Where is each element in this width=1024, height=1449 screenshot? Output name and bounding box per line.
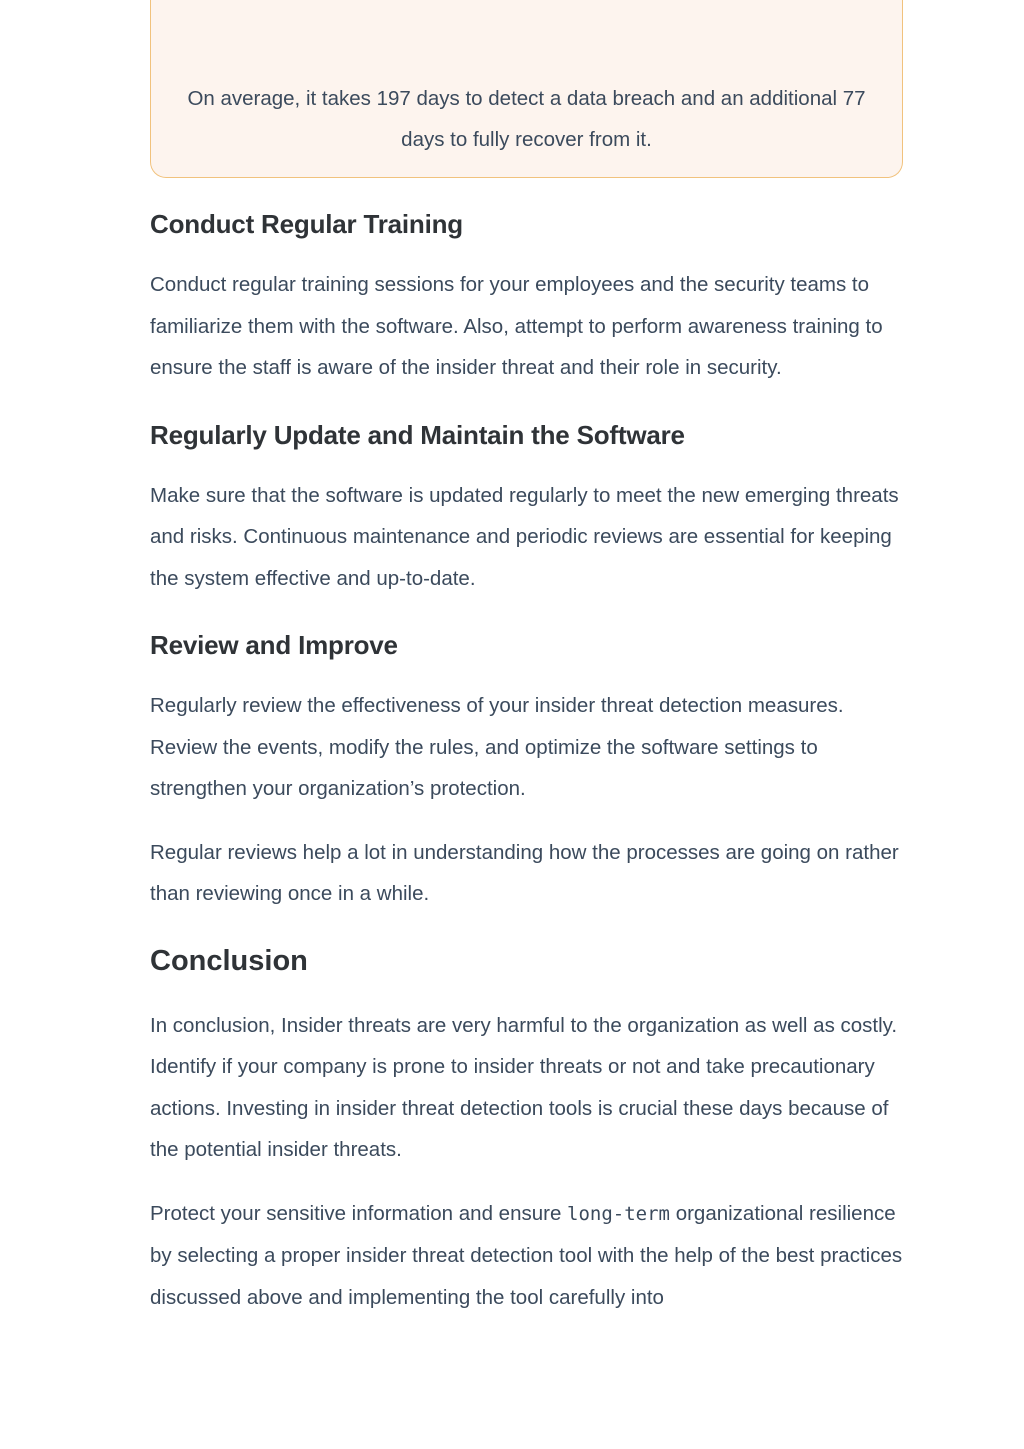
inline-code-long-term: long-term	[567, 1202, 670, 1225]
paragraph-update: Make sure that the software is updated regularly to meet the new emerging threats and risks. Continuous maintenance and periodic reviews are essential for keeping the system effective and up-to-date.	[150, 483, 899, 590]
callout-text: On average, it takes 197 days to detect a data breach and an additional 77 days to fully recover from it.	[187, 87, 866, 151]
heading-conclusion: Conclusion	[150, 944, 308, 977]
article-body	[150, 206, 903, 1340]
paragraph-training: Conduct regular training sessions for your employees and the security teams to familiarize them with the software. Also, attempt to perform awareness training to ensure the staff is aware of the insider threat and their role in security.	[150, 273, 883, 379]
heading-conduct-regular-training: Conduct Regular Training	[150, 209, 463, 239]
paragraph-review-2: Regular reviews help a lot in understanding how the processes are going on rather than reviewing once in a while.	[150, 840, 899, 905]
paragraph-conclusion-2	[150, 1193, 903, 1319]
paragraph-conclusion-2-end: organizational resilience by selecting a proper insider threat detection tool with the help of the best practices discussed above and implementing the tool carefully into	[150, 1201, 903, 1309]
stat-callout	[150, 0, 903, 178]
heading-review-improve: Review and Improve	[150, 630, 398, 660]
paragraph-conclusion-1: In conclusion, Insider threats are very harmful to the organization as well as costly. Identify if your company is prone to insider threats or not and take precautionary actions. Investing in insider threat detection tools is crucial these days because of the potential insider threats.	[150, 1013, 898, 1161]
paragraph-review-1: Regularly review the effectiveness of your insider threat detection measures. Review the events, modify the rules, and optimize the software settings to strengthen your organization’s protection.	[150, 694, 844, 800]
paragraph-conclusion-2-start: Protect your sensitive information and ensure	[150, 1201, 568, 1225]
heading-update-maintain-software: Regularly Update and Maintain the Software	[150, 419, 685, 450]
